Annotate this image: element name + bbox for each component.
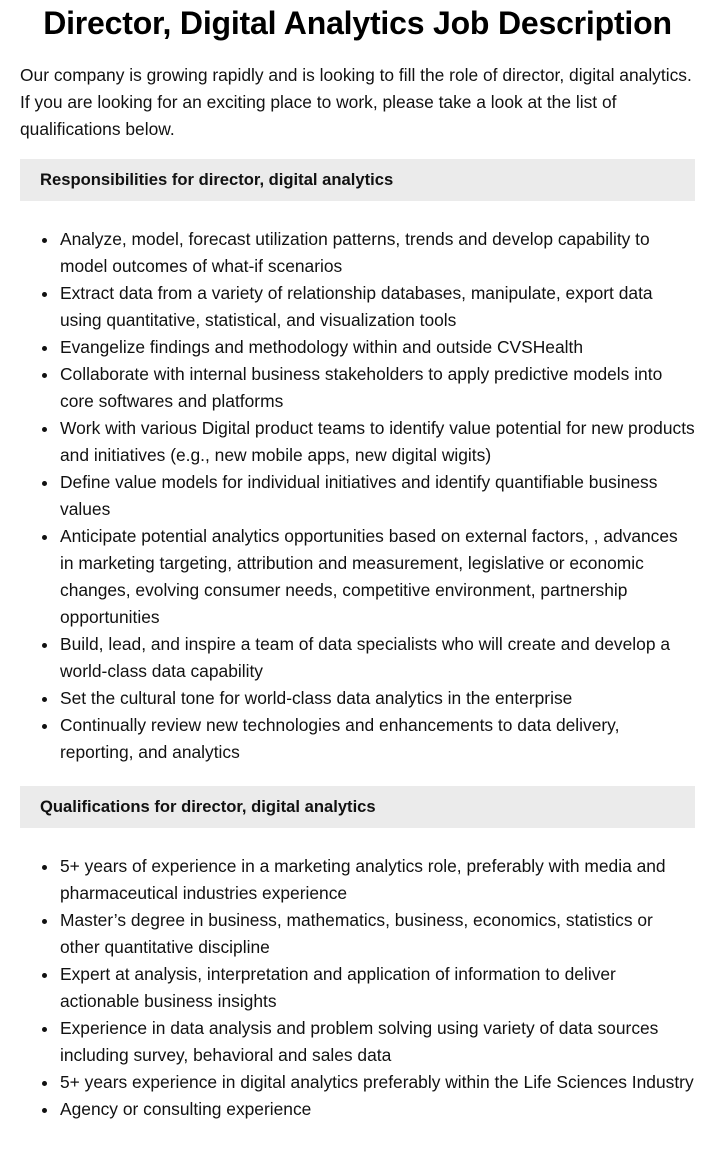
qualifications-header-text: Qualifications for director, digital analytics	[40, 797, 376, 816]
intro-paragraph: Our company is growing rapidly and is looking to fill the role of director, digital analytics. If you are looking for an exciting place to work, please take a look at the list of qualifications below.	[20, 65, 692, 139]
list-item: Anticipate potential analytics opportunities based on external factors, , advances in marketing targeting, attribution and measurement, legislative or economic changes, evolving consumer needs, competitive environment, partnership opportunities	[60, 523, 695, 631]
responsibilities-section	[20, 159, 695, 766]
list-item: Define value models for individual initiatives and identify quantifiable business values	[60, 469, 695, 523]
page-title: Director, Digital Analytics Job Description	[43, 5, 672, 41]
qualifications-section	[20, 786, 695, 1123]
list-item: Master’s degree in business, mathematics, business, economics, statistics or other quantitative discipline	[60, 907, 695, 961]
list-item: Collaborate with internal business stakeholders to apply predictive models into core softwares and platforms	[60, 361, 695, 415]
list-item: 5+ years of experience in a marketing analytics role, preferably with media and pharmaceutical industries experience	[60, 853, 695, 907]
list-item: Evangelize findings and methodology within and outside CVSHealth	[60, 334, 695, 361]
list-item: Extract data from a variety of relationship databases, manipulate, export data using quantitative, statistical, and visualization tools	[60, 280, 695, 334]
responsibilities-header-text: Responsibilities for director, digital analytics	[40, 170, 394, 189]
list-item: Build, lead, and inspire a team of data specialists who will create and develop a world-class data capability	[60, 631, 695, 685]
qualifications-header	[20, 786, 695, 828]
list-item: Experience in data analysis and problem solving using variety of data sources including survey, behavioral and sales data	[60, 1015, 695, 1069]
list-item: Continually review new technologies and enhancements to data delivery, reporting, and analytics	[60, 712, 695, 766]
list-item: Analyze, model, forecast utilization patterns, trends and develop capability to model outcomes of what-if scenarios	[60, 226, 695, 280]
list-item: Agency or consulting experience	[60, 1096, 695, 1123]
list-item: 5+ years experience in digital analytics preferably within the Life Sciences Industry	[60, 1069, 695, 1096]
list-item: Work with various Digital product teams to identify value potential for new products and initiatives (e.g., new mobile apps, new digital wigits)	[60, 415, 695, 469]
list-item: Expert at analysis, interpretation and application of information to deliver actionable business insights	[60, 961, 695, 1015]
qualifications-list	[20, 853, 695, 1123]
responsibilities-list	[20, 226, 695, 766]
responsibilities-header	[20, 159, 695, 201]
list-item: Set the cultural tone for world-class data analytics in the enterprise	[60, 685, 695, 712]
